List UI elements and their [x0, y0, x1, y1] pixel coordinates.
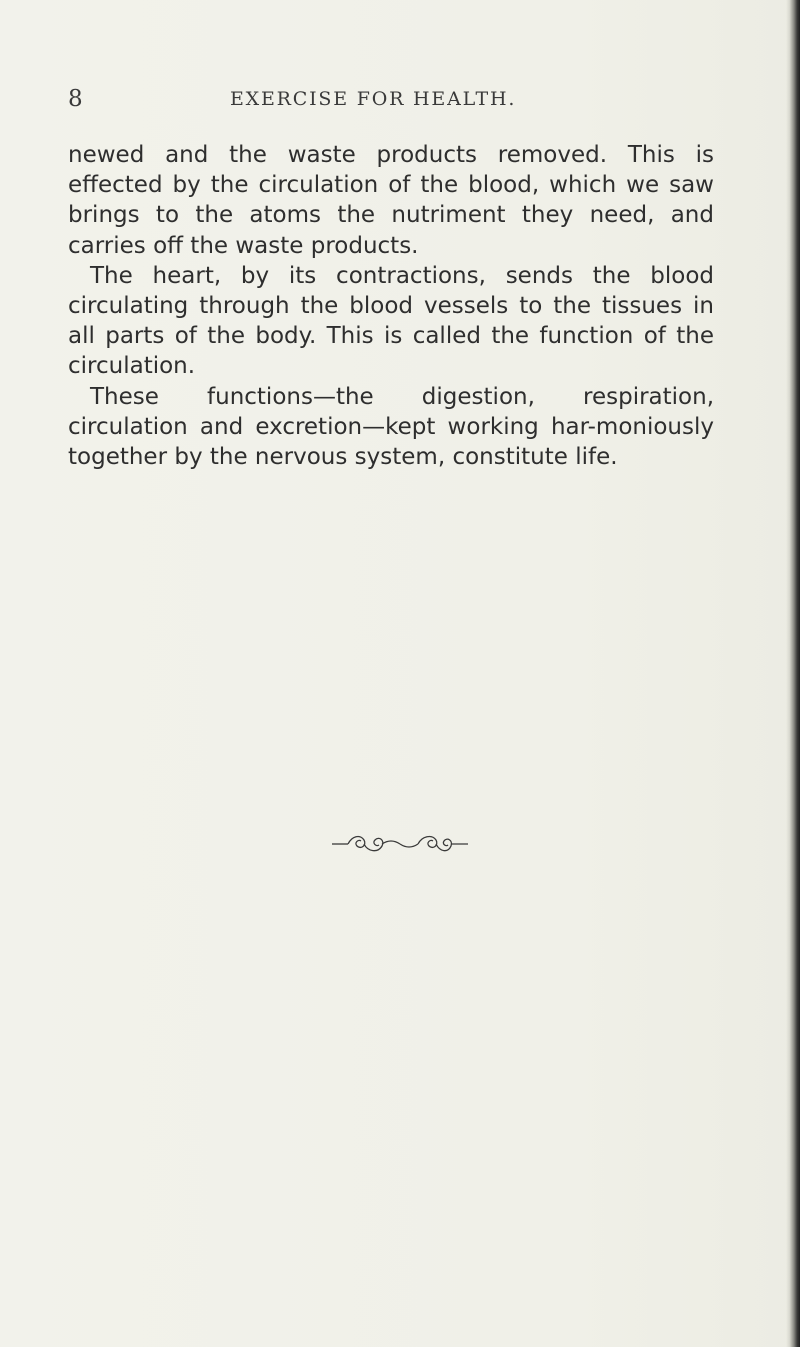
paragraph-continued: newed and the waste products removed. This is effected by the circulation of the blood, which we saw brings to the atoms the nutriment they need, and carries off the waste products. [68, 142, 714, 259]
paragraph-functions: These functions—the digestion, respiration, circulation and excretion—kept working har-moniously together by the nervous system, constitute life. [68, 383, 714, 471]
page-header [68, 86, 748, 116]
paragraph-heart: The heart, by its contractions, sends the blood circulating through the blood vessels to the tissues in all parts of the body. This is called the function of the circulation. [68, 262, 714, 380]
page-spine-shadow [786, 0, 800, 1347]
page-number: 8 [68, 86, 83, 112]
running-head: EXERCISE FOR HEALTH. [230, 88, 517, 110]
body-text [68, 140, 714, 472]
scroll-ornament-icon [330, 828, 470, 858]
